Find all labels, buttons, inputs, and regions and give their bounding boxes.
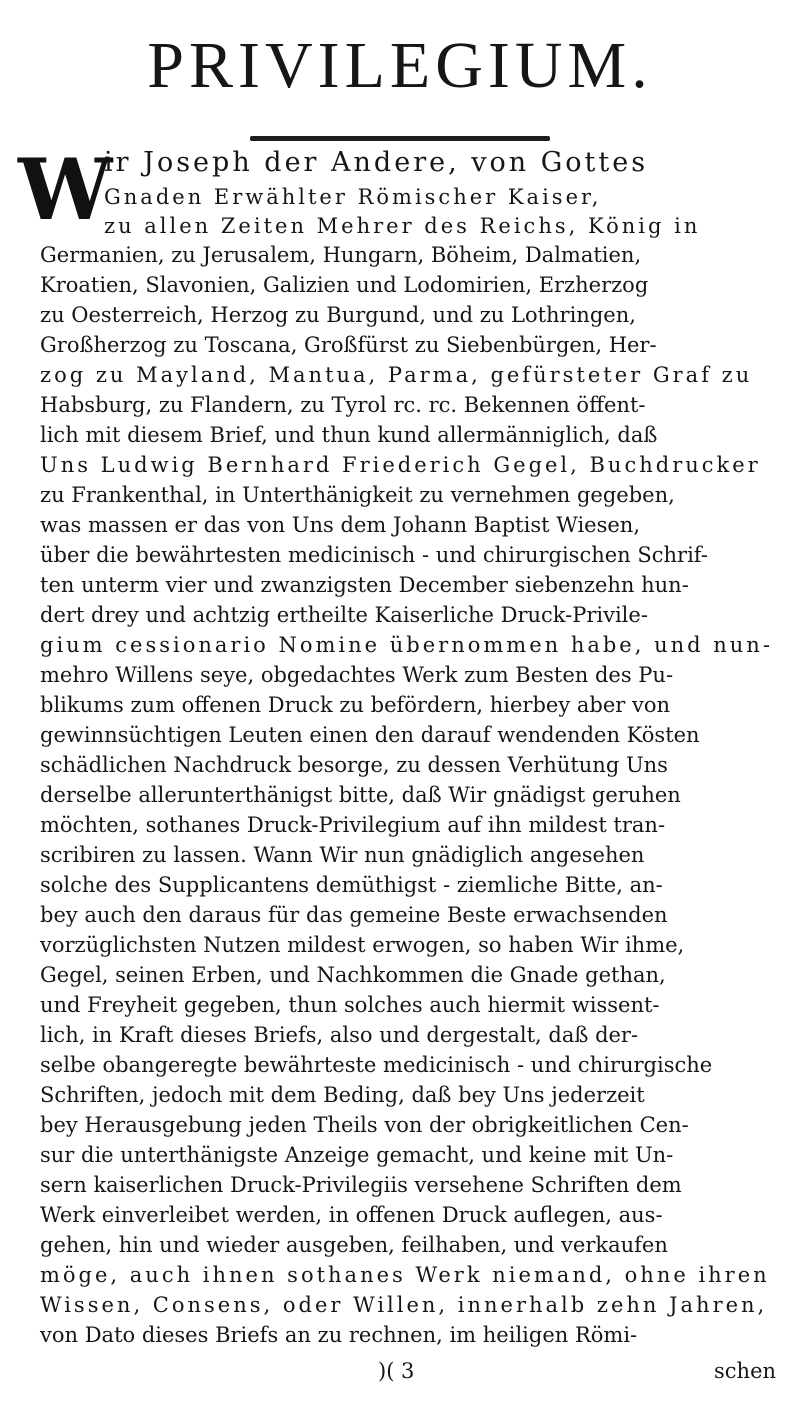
text-line: lich mit diesem Brief, und thun kund allermänniglich, daß <box>40 423 658 447</box>
text-line: Gegel, seinen Erben, und Nachkommen die Gnade gethan, <box>40 963 666 987</box>
text-line: bey Herausgebung jeden Theils von der obrigkeitlichen Cen- <box>40 1113 689 1137</box>
text-line: ten unterm vier und zwanzigsten December siebenzehn hun- <box>40 573 689 597</box>
text-line: von Dato dieses Briefs an zu rechnen, im heiligen Römi- <box>40 1323 638 1347</box>
text-line: schädlichen Nachdruck besorge, zu dessen Verhütung Uns <box>40 753 668 777</box>
text-line: lich, in Kraft dieses Briefs, also und dergestalt, daß der- <box>40 1023 639 1047</box>
text-line: über die bewährtesten medicinisch - und chirurgischen Schrif- <box>40 543 708 567</box>
text-line: dert drey und achtzig ertheilte Kaiserliche Druck-Privile- <box>40 603 648 627</box>
text-line: was massen er das von Uns dem Johann Baptist Wiesen, <box>40 513 640 537</box>
text-line: vorzüglichsten Nutzen mildest erwogen, so haben Wir ihme, <box>40 933 685 957</box>
text-line: Werk einverleibet werden, in offenen Druck auflegen, aus- <box>40 1203 663 1227</box>
text-line: möchten, sothanes Druck-Privilegium auf ihn mildest tran- <box>40 813 666 837</box>
text-line: selbe obangeregte bewährteste medicinisch - und chirurgische <box>40 1053 713 1077</box>
text-line: Germanien, zu Jerusalem, Hungarn, Böheim, Dalmatien, <box>40 243 642 267</box>
text-line: blikums zum offenen Druck zu befördern, hierbey aber von <box>40 693 670 717</box>
text-line: bey auch den daraus für das gemeine Beste erwachsenden <box>40 903 668 927</box>
text-line: ir Joseph der Andere, von Gottes <box>104 147 649 178</box>
text-line: sur die unterthänigste Anzeige gemacht, und keine mit Un- <box>40 1143 674 1167</box>
text-line: sern kaiserlichen Druck-Privilegiis versehene Schriften dem <box>40 1173 682 1197</box>
text-line: möge, auch ihnen sothanes Werk niemand, ohne ihren <box>40 1263 770 1287</box>
text-line: Habsburg, zu Flandern, zu Tyrol rc. rc. Bekennen öffent- <box>40 393 646 417</box>
text-line: gehen, hin und wieder ausgeben, feilhaben, und verkaufen <box>40 1233 668 1257</box>
text-line: Wissen, Consens, oder Willen, innerhalb zehn Jahren, <box>40 1293 768 1317</box>
text-line: derselbe allerunterthänigst bitte, daß Wir gnädigst geruhen <box>40 783 681 807</box>
text-line: scribiren zu lassen. Wann Wir nun gnädiglich angesehen <box>40 843 645 867</box>
text-line: solche des Supplicantens demüthigst - ziemliche Bitte, an- <box>40 873 663 897</box>
catchword: schen <box>714 1359 777 1383</box>
text-line: Uns Ludwig Bernhard Friederich Gegel, Buchdrucker <box>40 453 761 477</box>
text-line: gium cessionario Nomine übernommen habe, und nun- <box>40 633 773 657</box>
text-line: zu allen Zeiten Mehrer des Reichs, König in <box>104 214 701 238</box>
signature-mark: )( 3 <box>378 1359 415 1383</box>
text-line: gewinnsüchtigen Leuten einen den darauf wendenden Kösten <box>40 723 700 747</box>
text-line: und Freyheit gegeben, thun solches auch hiermit wissent- <box>40 993 660 1017</box>
text-line: zog zu Mayland, Mantua, Parma, gefürsteter Graf zu <box>40 363 753 387</box>
text-line: zu Frankenthal, in Unterthänigkeit zu vernehmen gegeben, <box>40 483 675 507</box>
text-line: Schriften, jedoch mit dem Beding, daß bey Uns jederzeit <box>40 1083 645 1107</box>
drop-cap: W <box>18 140 113 239</box>
text-line: Großherzog zu Toscana, Großfürst zu Siebenbürgen, Her- <box>40 333 657 357</box>
text-line: mehro Willens seye, obgedachtes Werk zum Besten des Pu- <box>40 663 674 687</box>
text-line: Kroatien, Slavonien, Galizien und Lodomirien, Erzherzog <box>40 273 649 297</box>
title-rule <box>250 136 550 141</box>
page-title: PRIVILEGIUM. <box>147 29 653 102</box>
text-line: Gnaden Erwählter Römischer Kaiser, <box>104 185 602 209</box>
text-line: zu Oesterreich, Herzog zu Burgund, und zu Lothringen, <box>40 303 636 327</box>
